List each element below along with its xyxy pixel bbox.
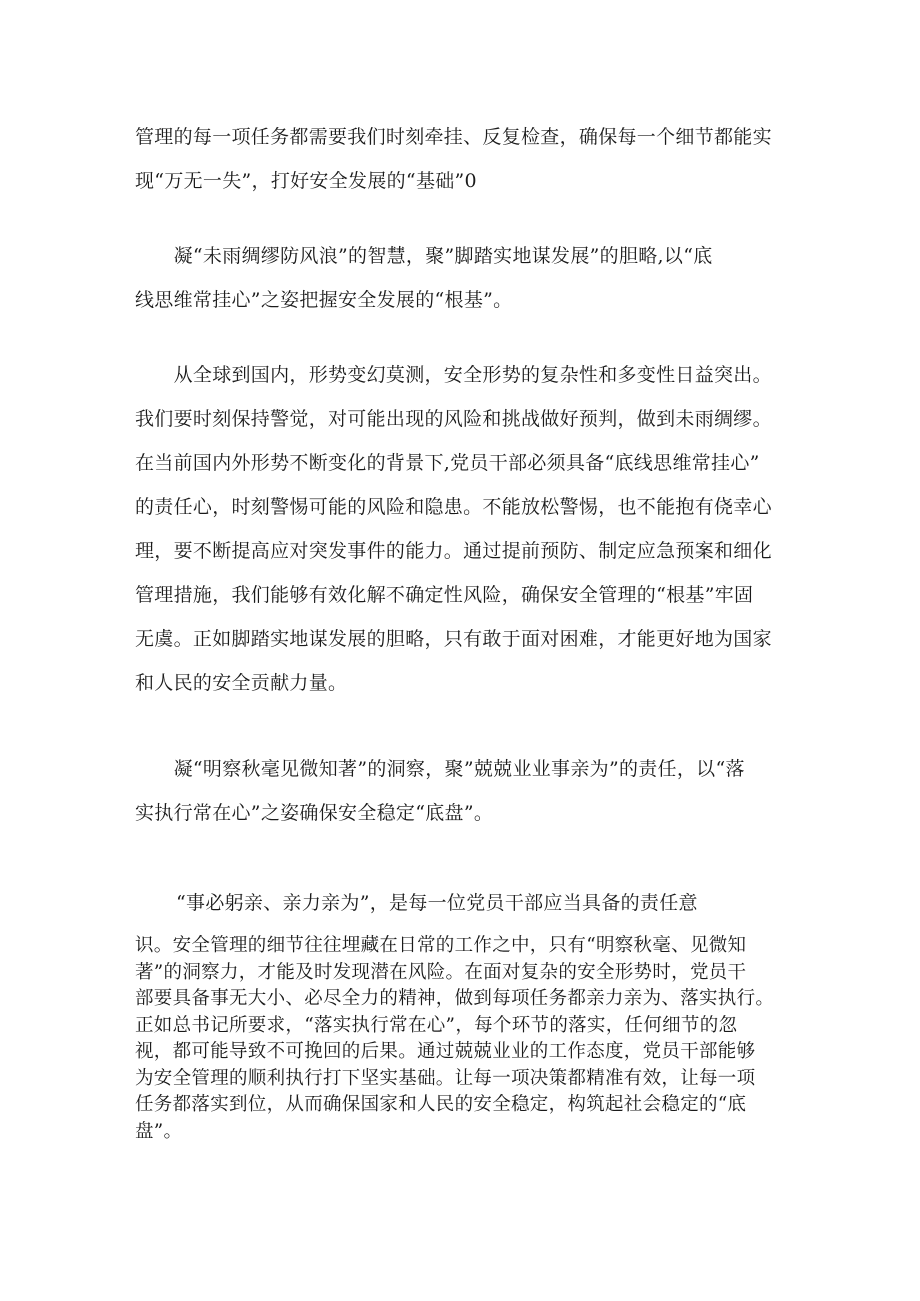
text-line: 视，都可能导致不可挽回的后果。通过兢兢业业的工作态度，党员干部能够 [135, 1041, 756, 1062]
paragraph-1 [135, 115, 791, 203]
text-line: 凝“未雨绸缪防风浪”的智慧，聚”脚踏实地谋发展”的胆略,以“底 [135, 245, 713, 267]
paragraph-3 [135, 353, 791, 705]
text-line: 线思维常挂心”之姿把握安全发展的“根基”。 [135, 289, 513, 311]
paragraph-4-heading [135, 747, 791, 835]
text-line: 从全球到国内，形势变幻莫测，安全形势的复杂性和多变性日益突出。 [135, 364, 772, 386]
text-line: 理，要不断提高应对突发事件的能力。通过提前预防、制定应急预案和细化 [135, 540, 772, 562]
text-line: 的责任心，时刻警惕可能的风险和隐患。不能放松警惕，也不能抱有侥幸心 [135, 496, 772, 518]
text-line: 凝“明察秋毫见微知著”的洞察，聚”兢兢业业事亲为”的责任，以“落 [135, 758, 745, 780]
text-line: 在当前国内外形势不断变化的背景下,党员干部必须具备“底线思维常挂心” [135, 452, 760, 474]
text-line: 为安全管理的顺利执行打下坚实基础。让每一项决策都精准有效，让每一项 [135, 1067, 756, 1089]
text-line: 著”的洞察力，才能及时发现潜在风险。在面对复杂的安全形势时，党员干 [135, 961, 747, 983]
text-line: 任务都落实到位，从而确保国家和人民的安全稳定，构筑起社会稳定的“底 [135, 1094, 747, 1115]
text-line: 我们要时刻保持警觉，对可能出现的风险和挑战做好预判，做到未雨绸缪。 [135, 408, 772, 430]
paragraph-2-heading [135, 234, 791, 322]
text-line: 管理措施，我们能够有效化解不确定性风险，确保安全管理的“根基”牢固 [135, 584, 754, 606]
paragraph-5-first-line: “事必躬亲、亲力亲为”，是每一位党员干部应当具备的责任意 [176, 892, 698, 914]
text-line: 盘”。 [135, 1120, 183, 1142]
text-line: 无虞。正如脚踏实地谋发展的胆略，只有敢于面对困难，才能更好地为国家 [135, 628, 772, 650]
text-line: 管理的每一项任务都需要我们时刻牵挂、反复检查，确保每一个细节都能实 [135, 126, 772, 148]
text-line: 部要具备事无大小、必尽全力的精神，做到每项任务都亲力亲为、落实执行。 [135, 988, 775, 1009]
text-line: 识。安全管理的细节往往埋藏在日常的工作之中，只有“明察秋毫、见微知 [135, 935, 747, 956]
text-line: 正如总书记所要求，“落实执行常在心”，每个环节的落实，任何细节的忽 [135, 1014, 738, 1036]
paragraph-5 [135, 933, 791, 1145]
text-line: 和人民的安全贡献力量。 [135, 672, 348, 694]
text-line: 实执行常在心”之姿确保安全稳定“底盘”。 [135, 802, 494, 824]
text-line: 现“万无一失”，打好安全发展的“基础”0 [135, 170, 477, 192]
